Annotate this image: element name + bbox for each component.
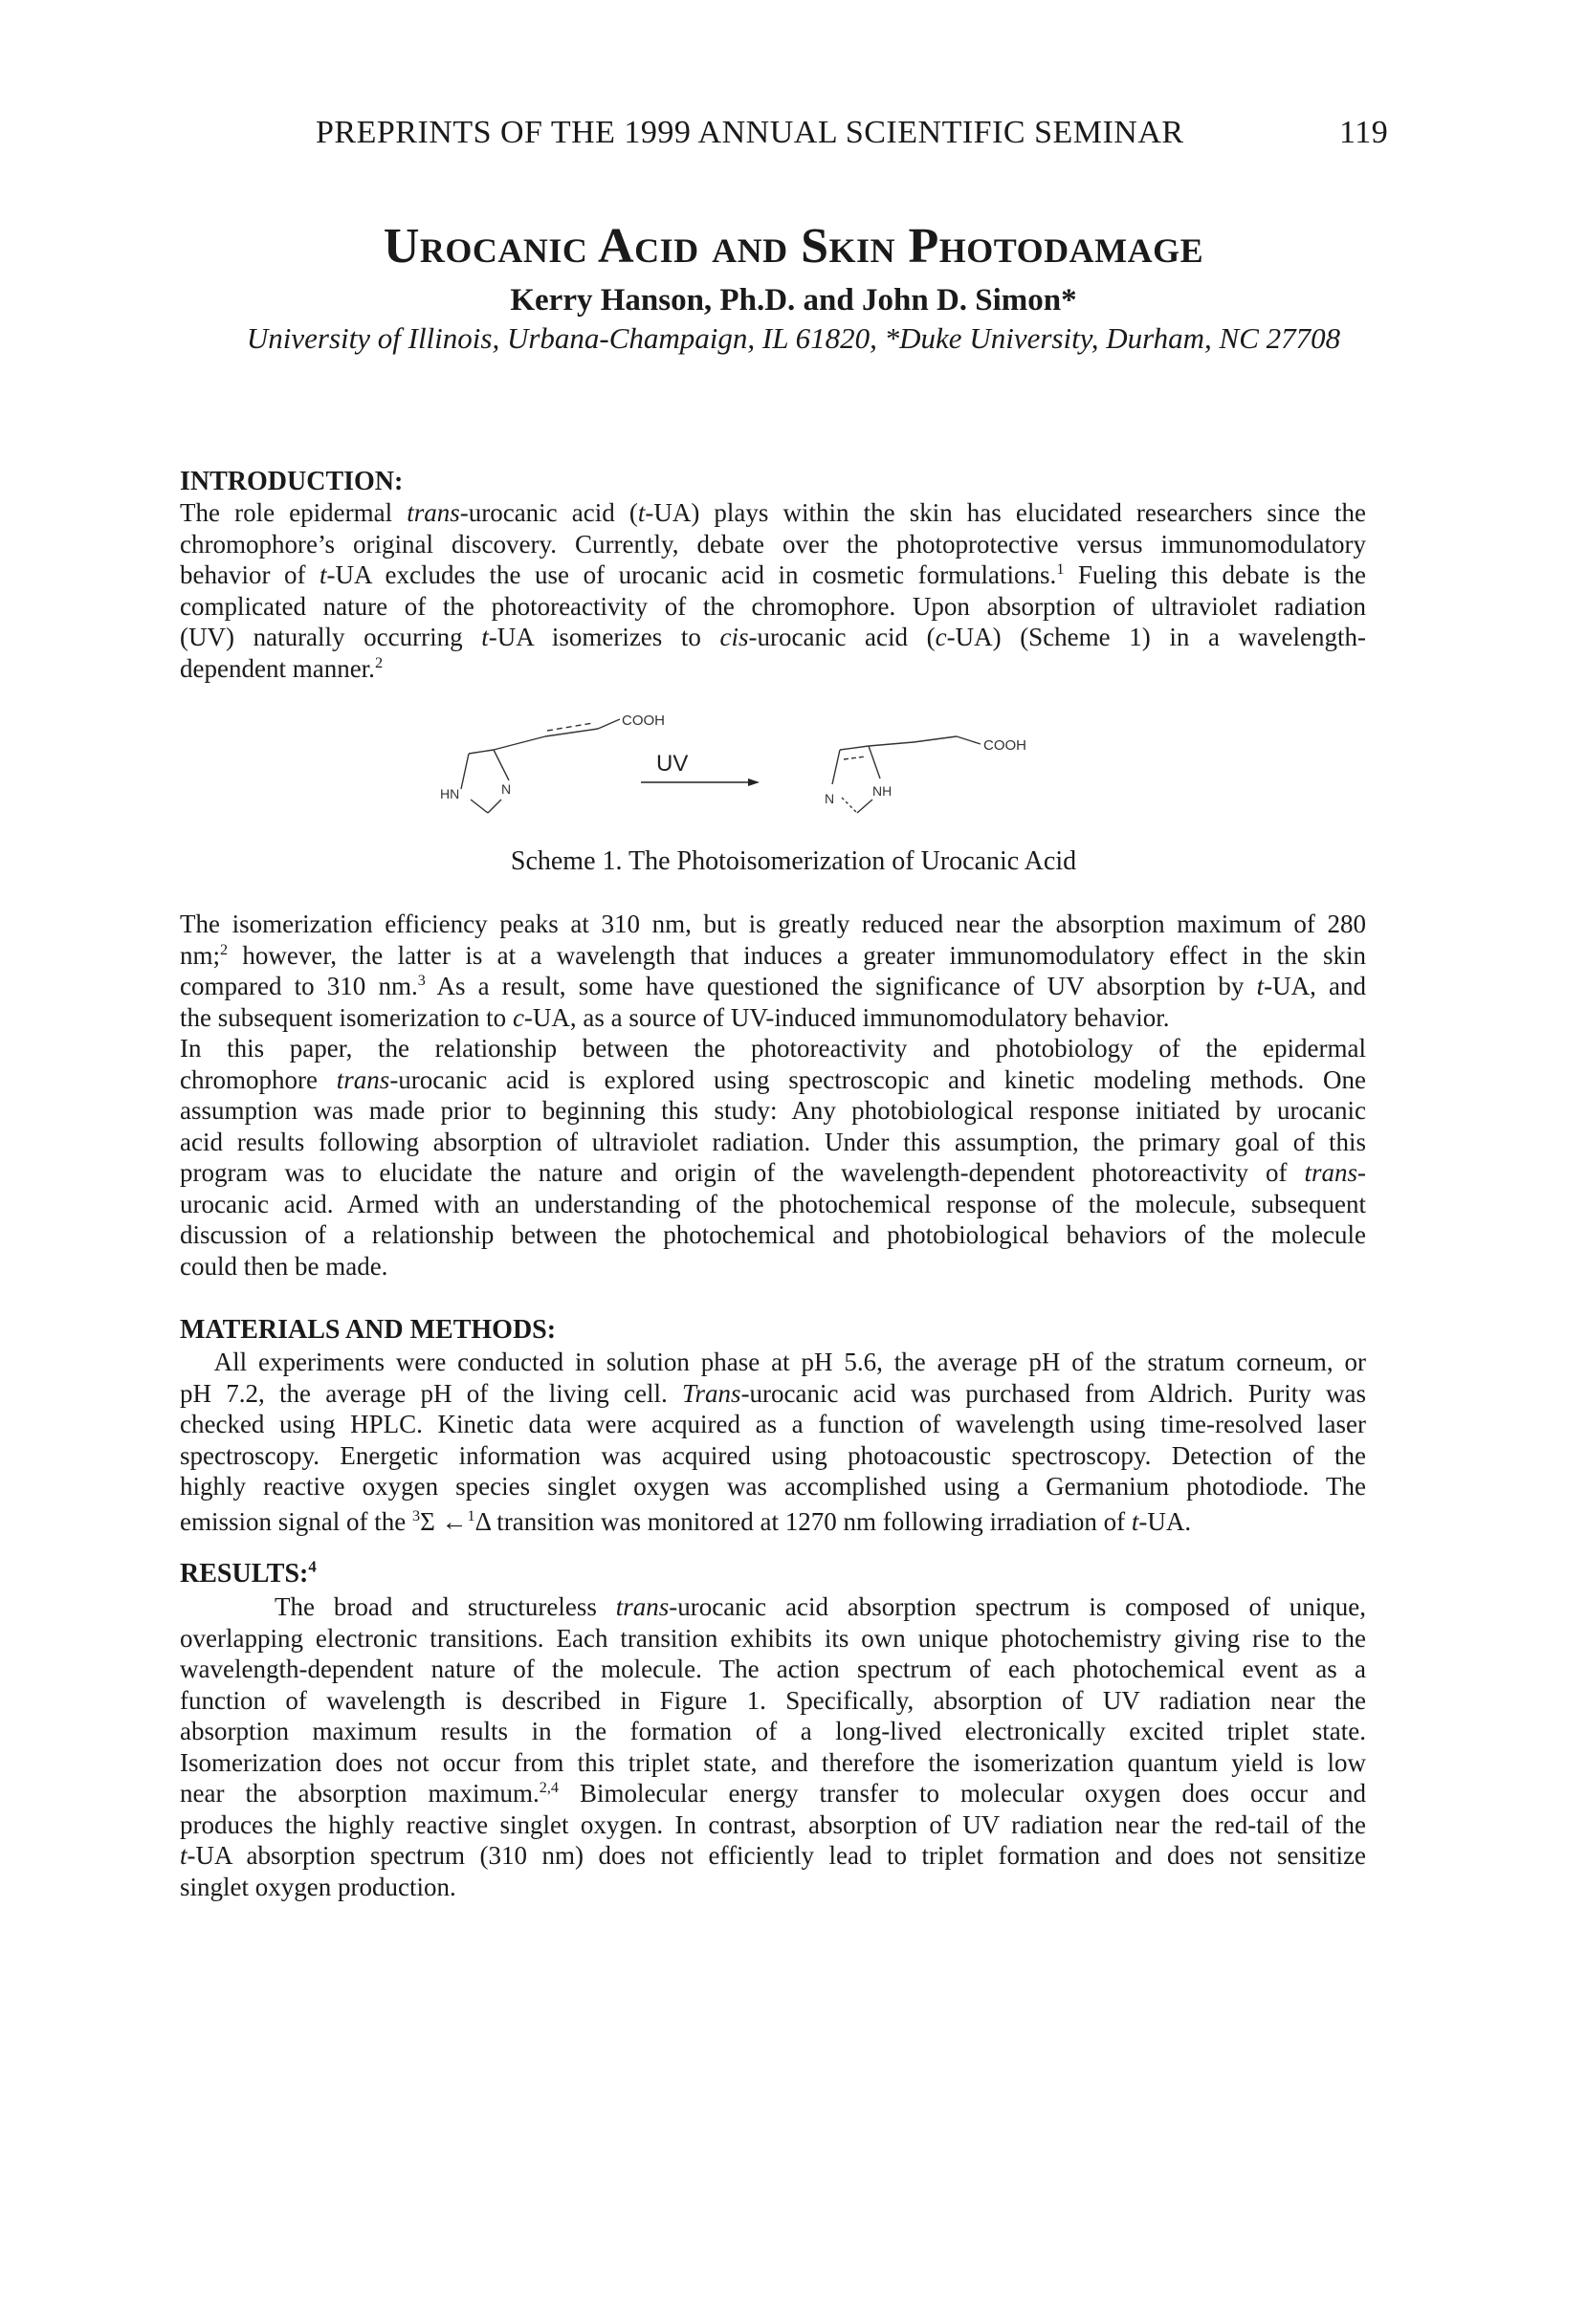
text-line: absorption maximum results in the formation of a long-lived electronically excited triplet state.: [180, 1717, 1366, 1745]
text-line: All experiments were conducted in solution phase at pH 5.6, the average pH of the stratum corneum, or: [180, 1348, 1366, 1376]
bond: [957, 736, 981, 744]
text-line: program was to elucidate the nature and origin of the wavelength-dependent photoreactivity of trans-: [180, 1158, 1366, 1187]
text-line: The isomerization efficiency peaks at 310 nm, but is greatly reduced near the absorption maximum of 280: [180, 910, 1366, 938]
text-line: overlapping electronic transitions. Each transition exhibits its own unique photochemistry giving rise to the: [180, 1623, 1366, 1653]
nh-label: NH: [872, 783, 893, 799]
paper-affiliation: University of Illinois, Urbana-Champaign, IL 61820, *Duke University, Durham, NC 27708: [246, 321, 1341, 355]
results-heading-text: RESULTS:: [180, 1559, 309, 1589]
bond: [545, 729, 598, 736]
methods-paragraph: [180, 1347, 1366, 1537]
bond: [844, 756, 866, 759]
cis-urocanic-structure: [832, 736, 981, 813]
text-line: Isomerization does not occur from this triplet state, and therefore the isomerization quantum yield is low: [180, 1747, 1366, 1777]
bond: [842, 798, 857, 813]
scheme-caption: Scheme 1. The Photoisomerization of Urocanic Acid: [510, 846, 1077, 876]
cooh-label-right: COOH: [983, 737, 1026, 754]
n-label-left: N: [501, 781, 512, 797]
bond: [598, 719, 620, 729]
scheme-svg: [440, 708, 1129, 842]
text-line: highly reactive oxygen species singlet oxygen was accomplished using a Germanium photodiode. The: [180, 1472, 1366, 1501]
intro-heading: INTRODUCTION:: [180, 467, 404, 496]
bond: [494, 750, 509, 780]
bond: [832, 750, 840, 784]
text-line: pH 7.2, the average pH of the living cell. Trans-urocanic acid was purchased from Aldrich. Purity was: [180, 1378, 1366, 1408]
text-line: discussion of a relationship between the photochemical and photobiological behaviors of the molecule: [180, 1220, 1366, 1249]
paper-authors: Kerry Hanson, Ph.D. and John D. Simon*: [510, 283, 1077, 318]
bond: [869, 746, 880, 778]
intro-paragraph: [180, 497, 1366, 684]
page-number: 119: [1339, 115, 1389, 150]
text-line: near the absorption maximum.$^{2,4}$ Bimolecular energy transfer to molecular oxygen does occur and: [180, 1779, 1367, 1808]
text-line: produces the highly reactive singlet oxygen. In contrast, absorption of UV radiation near the red-tail of the: [180, 1809, 1366, 1839]
bond: [488, 800, 501, 813]
purpose-paragraph: [180, 1033, 1366, 1282]
hn-label: HN: [440, 786, 460, 801]
text-line: emission signal of the $^3$Σ ←$^1$Δ transition was monitored at 1270 nm following irradiation of t-UA.: [180, 1506, 1192, 1536]
running-title: PREPRINTS OF THE 1999 ANNUAL SCIENTIFIC SEMINAR: [316, 115, 1184, 150]
text-line: spectroscopy. Energetic information was acquired using photoacoustic spectroscopy. Detection of the: [180, 1440, 1366, 1470]
text-line: dependent manner.$^2$: [180, 653, 384, 683]
text-line: function of wavelength is described in Figure 1. Specifically, absorption of UV radiation near the: [180, 1685, 1366, 1715]
text-line: nm;$^2$ however, the latter is at a wavelength that induces a greater immunomodulatory effect in the skin: [180, 940, 1366, 970]
bond: [469, 750, 494, 754]
bond: [914, 736, 957, 742]
text-line: compared to 310 nm.$^3$ As a result, some have questioned the significance of UV absorption by t-UA, and: [180, 972, 1366, 1000]
bond: [869, 742, 914, 746]
bond: [857, 800, 872, 813]
results-heading: [180, 1559, 317, 1590]
paper-title: Urocanic Acid and Skin Photodamage: [383, 219, 1204, 274]
trans-urocanic-structure: [461, 719, 620, 813]
text-line: The role epidermal trans-urocanic acid (t-UA) plays within the skin has elucidated researchers since the: [180, 498, 1366, 527]
reaction-arrow: [641, 778, 760, 786]
bond: [471, 800, 488, 813]
bond: [494, 736, 545, 750]
methods-heading: MATERIALS AND METHODS:: [180, 1315, 557, 1345]
cooh-label-top: COOH: [622, 713, 665, 729]
results-heading-ref: 4: [308, 1557, 317, 1576]
n-label-right: N: [825, 791, 835, 806]
bond: [461, 754, 469, 789]
text-line: t-UA absorption spectrum (310 nm) does not efficiently lead to triplet formation and does not sensitize: [180, 1841, 1366, 1870]
text-line: assumption was made prior to beginning this study: Any photobiological response initiated by urocanic: [180, 1096, 1366, 1125]
text-line: chromophore trans-urocanic acid is explored using spectroscopic and kinetic modeling methods. One: [180, 1064, 1367, 1094]
bond: [547, 723, 593, 731]
text-line: chromophore’s original discovery. Currently, debate over the photoprotective versus immunomodulatory: [180, 529, 1366, 559]
text-line: acid results following absorption of ultraviolet radiation. Under this assumption, the primary goal of this: [180, 1127, 1366, 1156]
results-paragraph: [180, 1591, 1366, 1902]
text-line: complicated nature of the photoreactivity of the chromophore. Upon absorption of ultraviolet radiation: [180, 591, 1366, 621]
bond: [840, 746, 869, 750]
text-line: urocanic acid. Armed with an understanding of the photochemical response of the molecule, subsequent: [180, 1189, 1366, 1218]
text-line: could then be made.: [180, 1251, 388, 1281]
text-line: The broad and structureless trans-urocanic acid absorption spectrum is composed of unique,: [180, 1592, 1366, 1621]
text-line: behavior of t-UA excludes the use of urocanic acid in cosmetic formulations.$^1$ Fueling this debate is the: [180, 560, 1366, 589]
text-line: wavelength-dependent nature of the molecule. The action spectrum of each photochemical event as a: [180, 1655, 1366, 1683]
isomerization-paragraph: [180, 909, 1366, 1033]
text-line: checked using HPLC. Kinetic data were acquired as a function of wavelength using time-resolved laser: [180, 1410, 1366, 1438]
text-line: (UV) naturally occurring t-UA isomerizes to cis-urocanic acid (c-UA) (Scheme 1) in a wavelength-: [180, 623, 1366, 651]
text-line: singlet oxygen production.: [180, 1872, 456, 1901]
text-line: In this paper, the relationship between the photoreactivity and photobiology of the epidermal: [180, 1034, 1366, 1063]
uv-label: UV: [656, 751, 689, 777]
scheme-diagram: [440, 708, 1129, 842]
text-line: the subsequent isomerization to c-UA, as a source of UV-induced immunomodulatory behavior.: [180, 1002, 1170, 1032]
